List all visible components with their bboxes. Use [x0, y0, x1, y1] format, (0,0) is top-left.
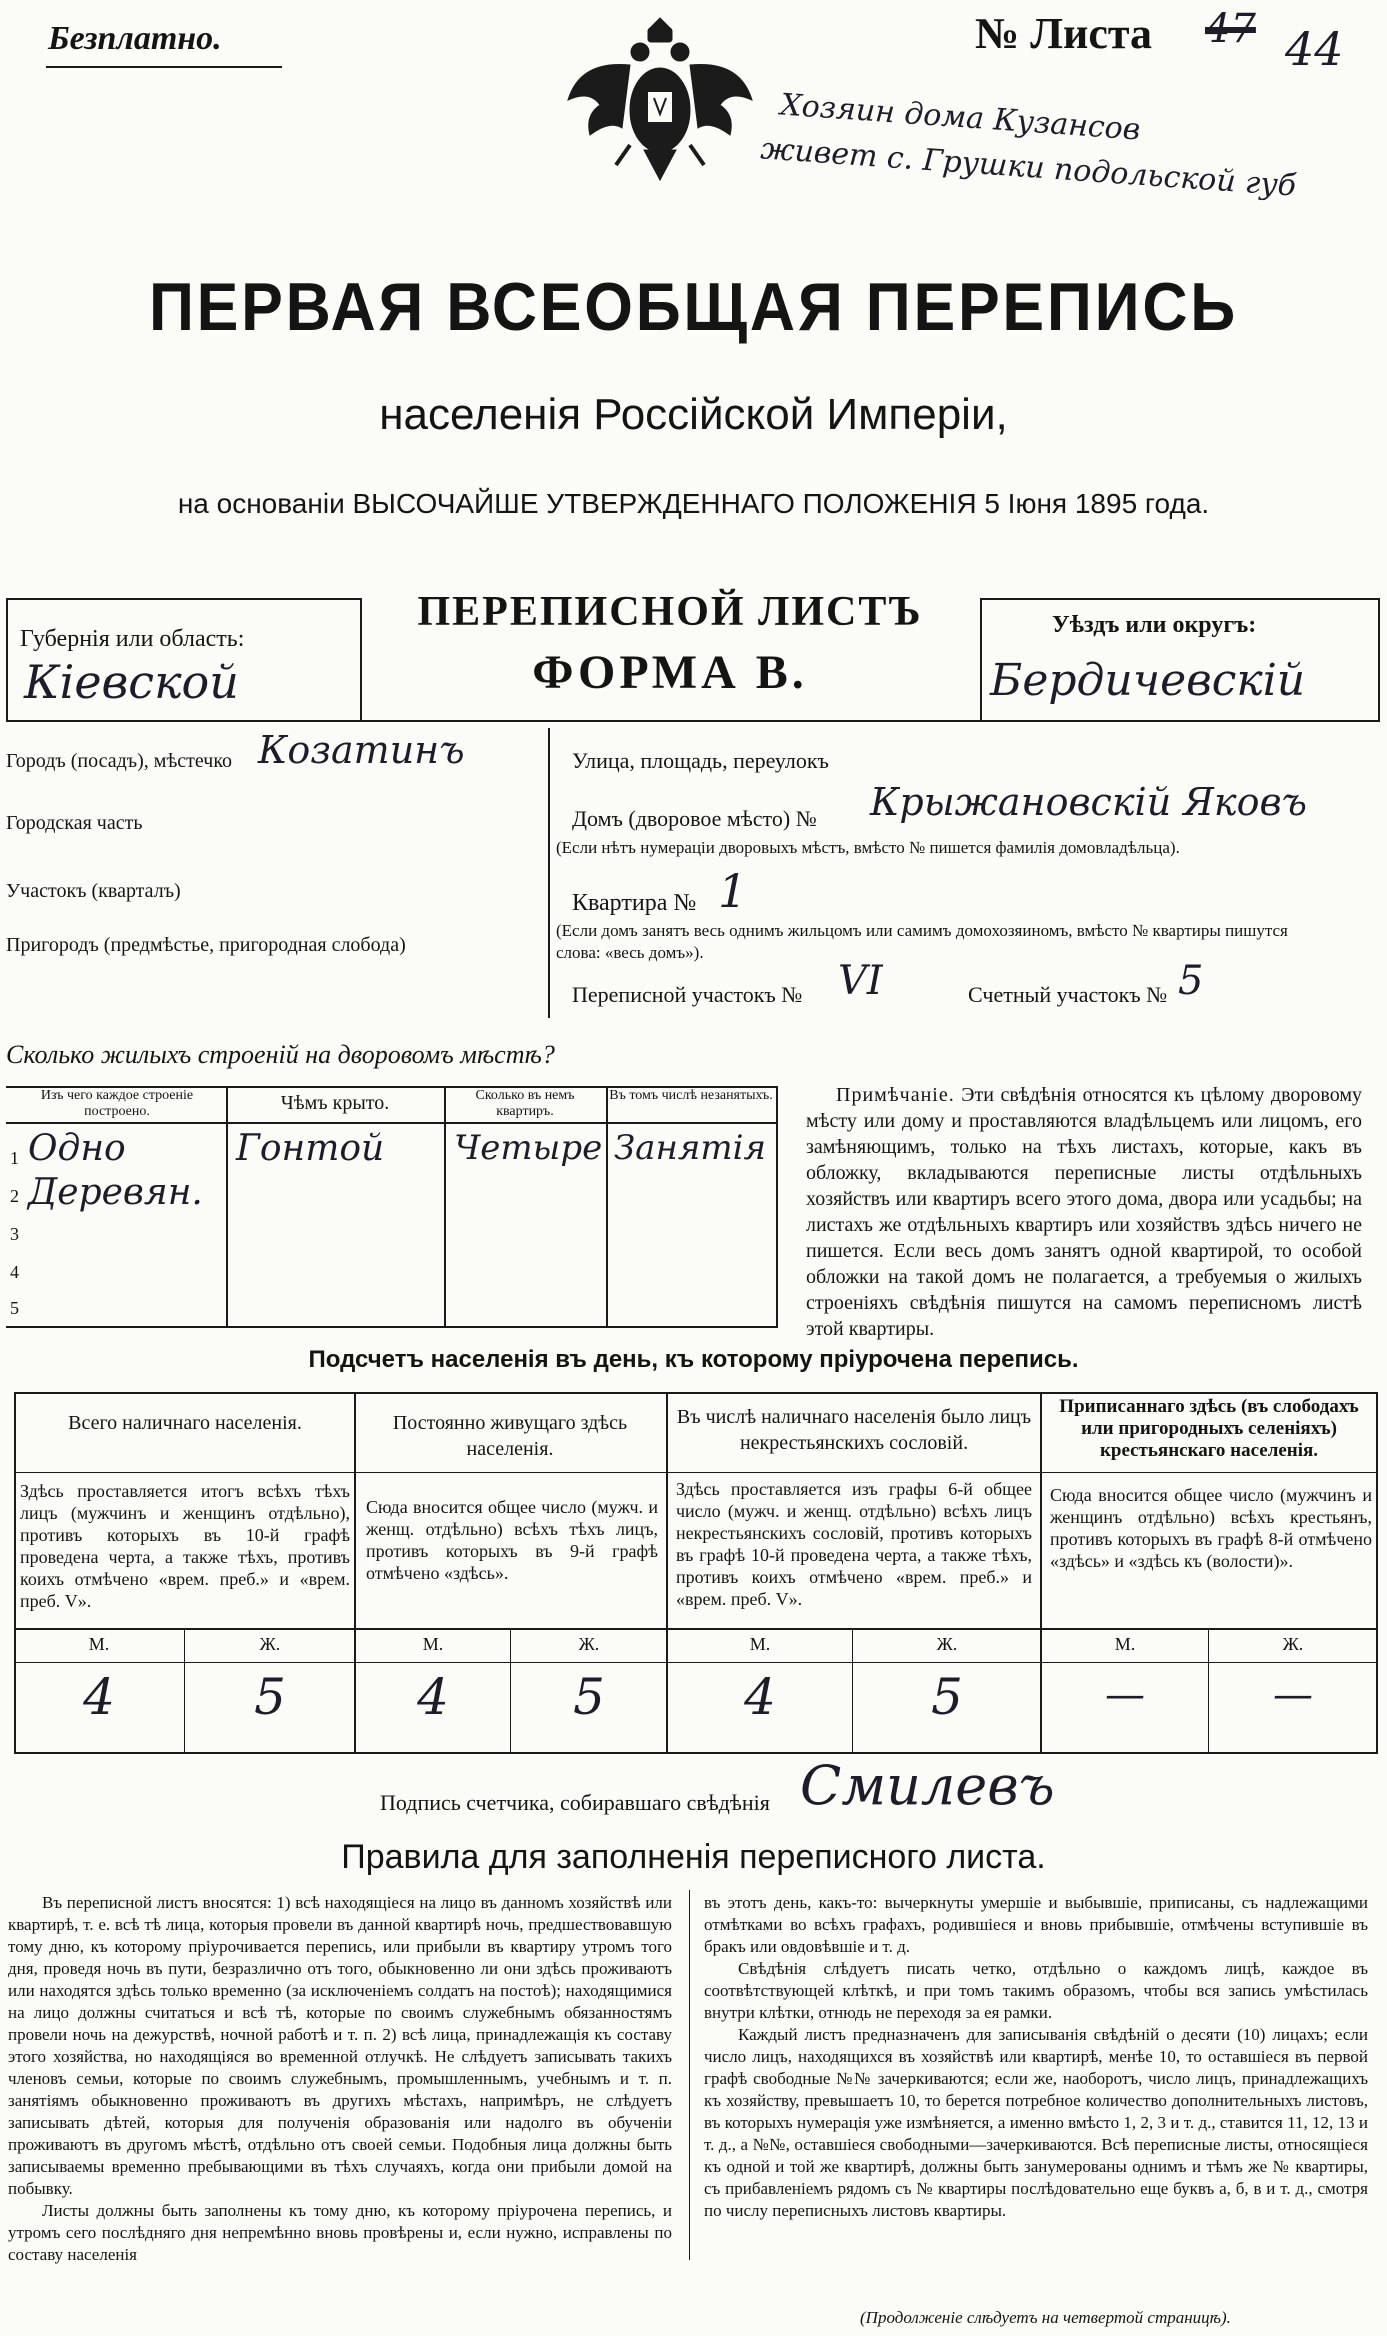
province-box-left [6, 598, 8, 720]
buildings-heading: Сколько жилыхъ строеній на дворовомъ мѣстѣ? [6, 1040, 555, 1069]
free-label: Безплатно. [48, 20, 222, 57]
form-header-bottom-rule [6, 720, 1380, 722]
buildings-cell-material: Деревян. [28, 1172, 203, 1213]
sheet-number-crossed: 47 [1205, 6, 1256, 52]
tally-desc-bottom [14, 1628, 1378, 1630]
buildings-cell-vacant: Занятія [614, 1128, 766, 1168]
tally-male-label: М. [1114, 1634, 1136, 1654]
tally-mid [14, 1472, 1378, 1473]
census-legal-basis: на основаніи ВЫСОЧАЙШЕ УТВЕРЖДЕННАГО ПОЛОЖЕНІЯ 5 Іюня 1895 года. [177, 488, 1210, 519]
signature-value: Смилевъ [800, 1754, 1055, 1817]
tally-male-label: М. [88, 1634, 110, 1654]
district-box-left [980, 598, 982, 720]
buildings-col-header-apartments: Сколько въ немъ квартиръ. [475, 1088, 575, 1119]
province-value: Кіевской [24, 655, 239, 709]
tally-col-title: Приписаннаго здѣсь (въ слободахъ или пригородныхъ селеніяхъ) крестьянскаго населенія. [1059, 1396, 1359, 1461]
tally-col-desc: Здѣсь проставляется изъ графы 6-й общее число (мужч. и женщ. отдѣльно) всѣхъ лицъ некрестьянскихъ сословій, противъ которыхъ въ графѣ 10-й проведена черта, а также тѣхъ, противъ коихъ отмѣчено «врем. преб.» и «врем. преб. V». [676, 1479, 1032, 1609]
tally-male-value: 4 [83, 1668, 115, 1726]
signature-label: Подпись счетчика, собиравшаго свѣдѣнія [380, 1790, 770, 1815]
buildings-cell-roof: Гонтой [236, 1128, 385, 1169]
district-box-right [1378, 598, 1380, 720]
rules-paragraph: въ этотъ день, какъ-то: вычеркнуты умершіе и выбывшіе, приписаны, съ надлежащими отмѣтками во всѣхъ графахъ, родившіеся и вновь прибывшіе, отмѣчены вступившіе въ бракъ или овдовѣвшіе и т. д. [704, 1893, 1368, 1956]
rules-column-divider [689, 1890, 690, 2260]
sheet-number-label: № Листа [975, 9, 1153, 58]
tally-female-value: 5 [254, 1668, 286, 1726]
tally-female-value: — [1273, 1672, 1313, 1718]
tally-col-title: Въ числѣ наличнаго населенія было лицъ некрестьянскихъ сословій. [676, 1406, 1032, 1454]
tally-right [1376, 1392, 1378, 1754]
tally-mf-bottom [14, 1662, 1378, 1663]
tally-mf-divider-2 [510, 1628, 511, 1752]
tally-mf-divider-1 [184, 1628, 185, 1752]
rules-paragraph: Каждый листъ предназначенъ для записыванія свѣдѣній о десяти (10) лицахъ; если число лицъ, находящихся въ хозяйствѣ или квартирѣ, менѣе 10, то оставшіеся въ первой графѣ свободные №№ зачеркиваются; если же, наоборотъ, число лицъ, принадлежащихъ къ хозяйству, превышаетъ 10, то берется потребное количество дополнительныхъ листовъ, въ которыхъ нумерація уже измѣняется, а именно вмѣсто 1, 2, 3 и т. д., ставится 11, 12, 13 и т. д., а №№, оставшіеся свободными—зачеркиваются. Всѣ переписные листы, относящіеся къ одной и той же квартирѣ, должны быть занумерованы однимъ и тѣмъ же № квартиры, съ прибавленіемъ рядомъ съ № квартиры послѣдовательно еще буквъ а, б, в и т. д., смотря по числу переписныхъ листовъ квартиры. [704, 2025, 1368, 2220]
rules-left-column [8, 1892, 672, 2266]
buildings-cell-material: Одно [28, 1128, 126, 1169]
tally-mf-divider-3 [852, 1628, 853, 1752]
imperial-eagle-emblem [560, 10, 760, 185]
city-label: Городъ (посадъ), мѣстечко [6, 750, 233, 772]
census-title: ПЕРВАЯ ВСЕОБЩАЯ ПЕРЕПИСЬ [148, 269, 1239, 345]
handwritten-note-owner: Хозяин дома Кузансов [779, 87, 1142, 148]
buildings-row-number: 3 [10, 1224, 19, 1244]
apartment-note: (Если домъ занятъ весь однимъ жильцомъ или самимъ домохозяиномъ, вмѣсто № квартиры пишутся слова: «весь домъ»). [556, 921, 1288, 962]
rules-paragraph: Свѣдѣнія слѣдуетъ писать четко, отдѣльно о каждомъ лицѣ, каждое въ соотвѣтствующей клѣткѣ, и при томъ такимъ образомъ, чтобы вся запись умѣстилась внутри клѣтки, отнюдь не переходя за ея рамки. [704, 1959, 1368, 2022]
tally-female-label: Ж. [259, 1634, 281, 1654]
house-label: Домъ (дворовое мѣсто) № [572, 806, 817, 831]
street-label: Улица, площадь, переулокъ [572, 748, 829, 773]
tally-male-value: 4 [417, 1668, 449, 1726]
sheet-number-value: 44 [1285, 22, 1344, 76]
note-text: Эти свѣдѣнія относятся къ цѣлому дворовому мѣсту или дому и проставляются владѣльцемъ или лицомъ, его замѣняющимъ, только на тѣхъ листахъ, которые, какъ въ обложку, вкладываются переписные листы отдѣльныхъ хозяйствъ или квартиръ всего этого дома, двора или усадьбы; на листахъ же отдѣльныхъ квартиръ или хозяйствъ здѣсь ничего не пишется. Если весь домъ занятъ одной квартирой, то особой обложки на такой домъ не полагается, а требуемыя о жилыхъ строеніяхъ свѣдѣнія пишутся на самомъ переписномъ листѣ этой квартиры. [806, 1084, 1362, 1340]
tally-col-desc: Сюда вносится общее число (мужч. и женщ. отдѣльно) всѣхъ тѣхъ лицъ, противъ которыхъ въ 9-й графѣ отмѣчено «здѣсь». [366, 1497, 658, 1583]
district-box-top [980, 598, 1380, 600]
form-subtitle: ФОРМА В. [532, 646, 808, 699]
rules-right-column [704, 1892, 1368, 2222]
rules-continued-note: (Продолженіе слѣдуетъ на четвертой страницѣ). [860, 2308, 1231, 2327]
count-district-value: 5 [1178, 958, 1204, 1004]
buildings-table-bottom [6, 1326, 778, 1328]
buildings-row-number: 5 [10, 1298, 19, 1318]
buildings-col-divider-2 [444, 1086, 446, 1326]
rules-paragraph: Листы должны быть заполнены къ тому дню, къ которому пріурочена перепись, и утромъ сего послѣдняго дня непремѣнно вновь провѣрены и, если нужно, исправлены по составу населенія [8, 2201, 672, 2264]
precinct-label: Участокъ (кварталъ) [6, 880, 181, 902]
tally-mf-divider-4 [1208, 1628, 1209, 1752]
buildings-table-right [776, 1086, 778, 1326]
tally-top [14, 1392, 1378, 1394]
tally-female-label: Ж. [1282, 1634, 1304, 1654]
buildings-table-header-rule [6, 1122, 778, 1124]
rules-paragraph: Въ переписной листъ вносятся: 1) всѣ находящіеся на лицо въ данномъ хозяйствѣ или квартирѣ, т. е. всѣ тѣ лица, которыя провели въ данной квартирѣ ночь, предшествовавшую тому дню, къ которому пріурочивается перепись, или прибыли въ квартиру утромъ того дня, проведя ночь въ пути, безразлично отъ того, обыкновенно ли они здѣсь проживаютъ или находятся здѣсь только временно (за исключеніемъ солдатъ на постоѣ); находящимися на лицо должны считаться и всѣ тѣ, которые по своимъ служебнымъ обязанностямъ провели ночь на дежурствѣ, ночной работѣ и т. п. 2) всѣ лица, принадлежащія къ составу этого хозяйства, но находящіяся во временной отлучкѣ. Не слѣдуетъ записывать такихъ членовъ семьи, которые по своимъ служебнымъ, промышленнымъ, учебнымъ и т. п. занятіямъ обыкновенно проживаютъ въ другихъ мѣстахъ, напримѣръ, не слѣдуетъ записывать дѣтей, которыя для полученія образованія или надолго въ обученіи проживаютъ въ другомъ мѣстѣ, отдѣльно отъ своей семьи. Подобныя лица должны быть записываемы временно пребывающими въ тѣхъ случаяхъ, когда они прибыли домой на побывку. [8, 1893, 672, 2198]
apartment-value: 1 [718, 864, 748, 918]
district-value: Бердичевскій [990, 655, 1306, 706]
buildings-col-header-vacant: Въ томъ числѣ незанятыхъ. [609, 1088, 773, 1103]
census-subtitle: населенія Россійской Имперіи, [379, 390, 1008, 439]
rules-heading: Правила для заполненія переписного листа. [341, 1838, 1046, 1876]
buildings-col-divider-1 [226, 1086, 228, 1326]
house-value: Крыжановскій Яковъ [870, 780, 1307, 824]
buildings-col-divider-3 [606, 1086, 608, 1326]
province-label: Губернія или область: [20, 626, 245, 652]
note-title: Примѣчаніе. [836, 1084, 955, 1106]
tally-bottom [14, 1752, 1378, 1754]
census-district-value: VI [838, 958, 883, 1004]
district-label: Уѣздъ или округъ: [1052, 612, 1257, 638]
census-district-label: Переписной участокъ № [572, 982, 803, 1007]
buildings-row-number: 2 [10, 1186, 19, 1206]
form-title: ПЕРЕПИСНОЙ ЛИСТЪ [417, 589, 923, 635]
count-district-label: Счетный участокъ № [968, 982, 1168, 1007]
tally-col-title: Всего наличнаго населенія. [68, 1412, 302, 1434]
city-part-label: Городская часть [6, 812, 143, 834]
handwritten-note-residence: живет с. Грушки подольской губ [759, 131, 1298, 204]
tally-male-label: М. [749, 1634, 771, 1654]
buildings-col-header-roof: Чѣмъ крыто. [280, 1092, 390, 1114]
tally-female-value: 5 [931, 1668, 963, 1726]
tally-col-desc: Сюда вносится общее число (мужчинъ и женщинъ отдѣльно) всѣхъ крестьянъ, противъ которыхъ въ графѣ 8-й отмѣчено «здѣсь» и «здѣсь къ (волости)». [1050, 1485, 1372, 1571]
house-note: (Если нѣтъ нумераціи дворовыхъ мѣстъ, вмѣсто № пишется фамилія домовладѣльца). [556, 838, 1180, 857]
tally-female-label: Ж. [936, 1634, 958, 1654]
buildings-col-header-material: Изъ чего каждое строеніе построено. [40, 1088, 194, 1119]
tally-female-label: Ж. [578, 1634, 600, 1654]
province-box-top [6, 598, 360, 600]
tally-male-label: М. [422, 1634, 444, 1654]
suburb-label: Пригородъ (предмѣстье, пригородная слобода) [6, 934, 406, 956]
location-divider [548, 728, 550, 1018]
buildings-row-number: 4 [10, 1262, 19, 1282]
buildings-row-number: 1 [10, 1148, 19, 1168]
city-value: Козатинъ [258, 728, 465, 772]
tally-male-value: 4 [744, 1668, 776, 1726]
apartment-label: Квартира № [572, 890, 697, 916]
tally-heading: Подсчетъ населенія въ день, къ которому пріурочена перепись. [308, 1346, 1079, 1373]
tally-col-title: Постоянно живущаго здѣсь населенія. [392, 1412, 628, 1460]
buildings-cell-apartments: Четыре [454, 1128, 603, 1168]
note-block [806, 1082, 1362, 1342]
free-label-underline [46, 66, 282, 68]
tally-male-value: — [1105, 1672, 1145, 1718]
tally-female-value: 5 [573, 1668, 605, 1726]
tally-col-desc: Здѣсь проставляется итогъ всѣхъ тѣхъ лицъ (мужчинъ и женщинъ отдѣльно), противъ которыхъ въ 10-й графѣ проведена черта, а также тѣхъ, противъ коихъ отмѣчено «врем. преб.» и «врем. преб. V». [20, 1481, 350, 1611]
